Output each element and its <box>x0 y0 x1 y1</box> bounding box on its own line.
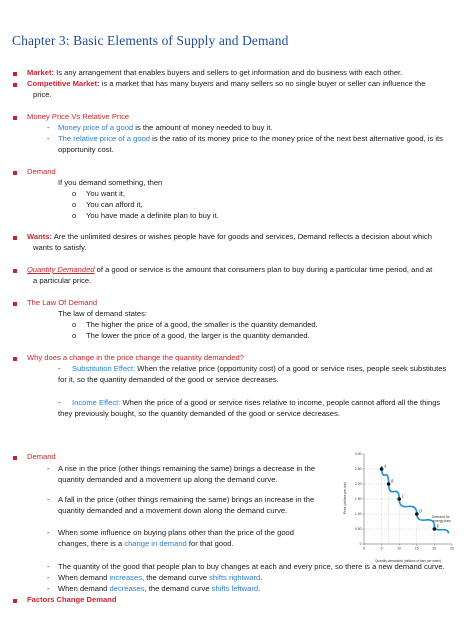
substitution-line <box>72 364 446 374</box>
chart-layer <box>355 452 454 550</box>
point-label: C <box>401 494 405 499</box>
dash-marker: - <box>47 584 50 593</box>
p5-shift: shifts rightward <box>209 573 261 582</box>
bullet-icon <box>13 456 17 460</box>
law-item: The lower the price of a good, the larger is the quantity demanded. <box>86 331 310 340</box>
p6-decreases: decreases <box>109 584 145 593</box>
wants-text-2: wants to satisfy. <box>33 243 87 252</box>
change-in-demand-term: change in demand <box>124 539 187 548</box>
data-point <box>433 527 437 531</box>
y-tick-label: 0 <box>359 542 362 547</box>
chart-xlabel: Quantity demanded (millions of bars per week) <box>375 559 441 563</box>
p6-end: . <box>258 584 261 593</box>
money-price-text: is the amount of money needed to buy it. <box>133 123 273 132</box>
point-label: A <box>384 464 387 469</box>
demand2-p4: The quantity of the good that people plan to buy changes at each and every price, so there is a new demand curve. <box>58 562 445 571</box>
demand2-p3-2 <box>58 539 234 549</box>
market-text: Is any arrangement that enables buyers and sellers to get information and do business with each other. <box>54 68 403 77</box>
demand2-p1-1: A rise in the price (other things remaining the same) brings a decrease in the <box>58 464 316 473</box>
competitive-term: Competitive Market: <box>27 79 100 88</box>
point-label: B <box>391 479 394 484</box>
income-text-2: they previously bought, so the quantity demanded of the good or service decreases. <box>58 409 340 418</box>
dash-marker: - <box>47 573 50 582</box>
demand2-p3-end: for that good. <box>186 539 234 548</box>
market-line <box>27 68 402 78</box>
chart-ylabel: Price (dollars per bar) <box>343 481 347 515</box>
demand2-p3-1: When some influence on buying plans other than the price of the good <box>58 528 294 537</box>
qd-text-2: a particular price. <box>33 276 92 285</box>
y-tick-label: 0.50 <box>354 527 362 532</box>
wants-term: Wants: <box>27 232 53 241</box>
bullet-icon <box>13 72 17 76</box>
law-intro: The law of demand states: <box>58 309 148 318</box>
wants-line <box>27 232 432 242</box>
y-tick-label: 1.50 <box>354 497 362 502</box>
y-tick-label: 3.00 <box>354 452 362 457</box>
bullet-icon <box>13 302 17 306</box>
relative-price-text: is the ratio of its money price to the money price of the next best alternative good, is its <box>150 134 443 143</box>
why-heading: Why does a change in the price change the quantity demanded? <box>27 353 244 362</box>
bullet-icon <box>13 116 17 120</box>
bullet-icon <box>13 357 17 361</box>
p5-text-2: , the demand curve <box>142 573 210 582</box>
circle-bullet-icon: o <box>72 189 77 198</box>
y-tick-label: 2.00 <box>354 482 362 487</box>
p6-text-2: , the demand curve <box>144 584 212 593</box>
p5-increases: increases <box>109 573 142 582</box>
competitive-line <box>27 79 425 89</box>
circle-bullet-icon: o <box>72 320 77 329</box>
wants-text: Are the unlimited desires or wishes people have for goods and services, Demand reflects a decision about which <box>52 232 432 241</box>
law-heading: The Law Of Demand <box>27 298 98 307</box>
market-term: Market: <box>27 68 55 77</box>
circle-bullet-icon: o <box>72 211 77 220</box>
data-point <box>380 467 384 471</box>
data-point <box>387 482 391 486</box>
relative-price-text-2: opportunity cost. <box>58 145 114 154</box>
demand-item: You want it, <box>86 189 125 198</box>
p5-end: . <box>260 573 263 582</box>
dash-marker: - <box>58 398 61 407</box>
income-line <box>72 398 440 408</box>
y-tick-label: 2.50 <box>354 467 362 472</box>
law-item: The higher the price of a good, the smaller is the quantity demanded. <box>86 320 318 329</box>
p6-shift: shifts leftward <box>211 584 259 593</box>
dash-marker: - <box>47 123 50 132</box>
demand-curve <box>382 466 449 534</box>
demand2-p1-2: quantity demanded and a movement up along the demand curve. <box>58 475 278 484</box>
data-point <box>397 497 401 501</box>
demand2-p2-1: A fall in the price (other things remaining the same) brings an increase in the <box>58 495 315 504</box>
annotation-line-2: energy bars <box>433 519 451 523</box>
y-tick-label: 1.00 <box>354 512 362 517</box>
demand-curve-chart <box>340 446 464 564</box>
demand-item: You can afford it, <box>86 200 143 209</box>
competitive-text-2: price. <box>33 90 52 99</box>
x-tick-label: 0 <box>363 546 365 551</box>
x-tick-label: 25 <box>450 546 454 551</box>
bullet-icon <box>13 269 17 273</box>
demand-heading: Demand <box>27 167 56 176</box>
point-label: D <box>419 509 422 514</box>
money-price-term: Money price of a good <box>58 123 134 132</box>
bullet-icon <box>13 171 17 175</box>
p5-text: When demand <box>58 573 110 582</box>
substitution-text-2: for it, so the quantity demanded of the good or service decreases. <box>58 375 279 384</box>
point-label: E <box>436 524 440 529</box>
dash-marker: - <box>47 528 50 537</box>
page-title: Chapter 3: Basic Elements of Supply and Demand <box>12 33 289 48</box>
chart-annotation <box>432 515 451 523</box>
demand2-p2-2: quantity demanded and a movement down along the demand curve. <box>58 506 288 515</box>
x-tick-label: 5 <box>380 546 383 551</box>
data-point <box>415 512 419 516</box>
income-term: Income Effect: <box>72 398 121 407</box>
demand2-p3-text: changes, there is a <box>58 539 125 548</box>
relative-price-item <box>58 134 443 144</box>
qd-line <box>27 265 432 275</box>
x-tick-label: 10 <box>397 546 402 551</box>
demand2-p5 <box>58 573 262 583</box>
demand2-heading: Demand <box>27 452 56 461</box>
demand2-p6 <box>58 584 260 594</box>
money-price-item-1 <box>58 123 272 133</box>
income-text: When the price of a good or service rises relative to income, people cannot afford all the things <box>120 398 441 407</box>
substitution-term: Substitution Effect: <box>72 364 136 373</box>
x-tick-label: 20 <box>432 546 437 551</box>
annotation-line-1: Demand for <box>432 515 450 519</box>
competitive-text: is a market that has many buyers and many sellers so no single buyer or seller can influence the <box>99 79 426 88</box>
money-price-heading: Money Price Vs Relative Price <box>27 112 130 121</box>
x-tick-label: 15 <box>414 546 419 551</box>
demand-intro: If you demand something, then <box>58 178 163 187</box>
dash-marker: - <box>47 495 50 504</box>
qd-text: of a good or service is the amount that consumers plan to buy during a particular time period, and at <box>94 265 433 274</box>
factors-heading: Factors Change Demand <box>27 595 117 604</box>
qd-term: Quantity Demanded <box>27 265 95 274</box>
p6-text: When demand <box>58 584 110 593</box>
circle-bullet-icon: o <box>72 331 77 340</box>
bullet-icon <box>13 236 17 240</box>
bullet-icon <box>13 599 17 603</box>
substitution-text: When the relative price (opportunity cost) of a good or service rises, people seek substitutes <box>135 364 447 373</box>
dash-marker: - <box>58 364 61 373</box>
circle-bullet-icon: o <box>72 200 77 209</box>
bullet-icon <box>13 83 17 87</box>
dash-marker: - <box>47 464 50 473</box>
dash-marker: - <box>47 562 50 571</box>
dash-marker: - <box>47 134 50 143</box>
relative-price-term: The relative price of a good <box>58 134 151 143</box>
demand-item: You have made a definite plan to buy it. <box>86 211 219 220</box>
